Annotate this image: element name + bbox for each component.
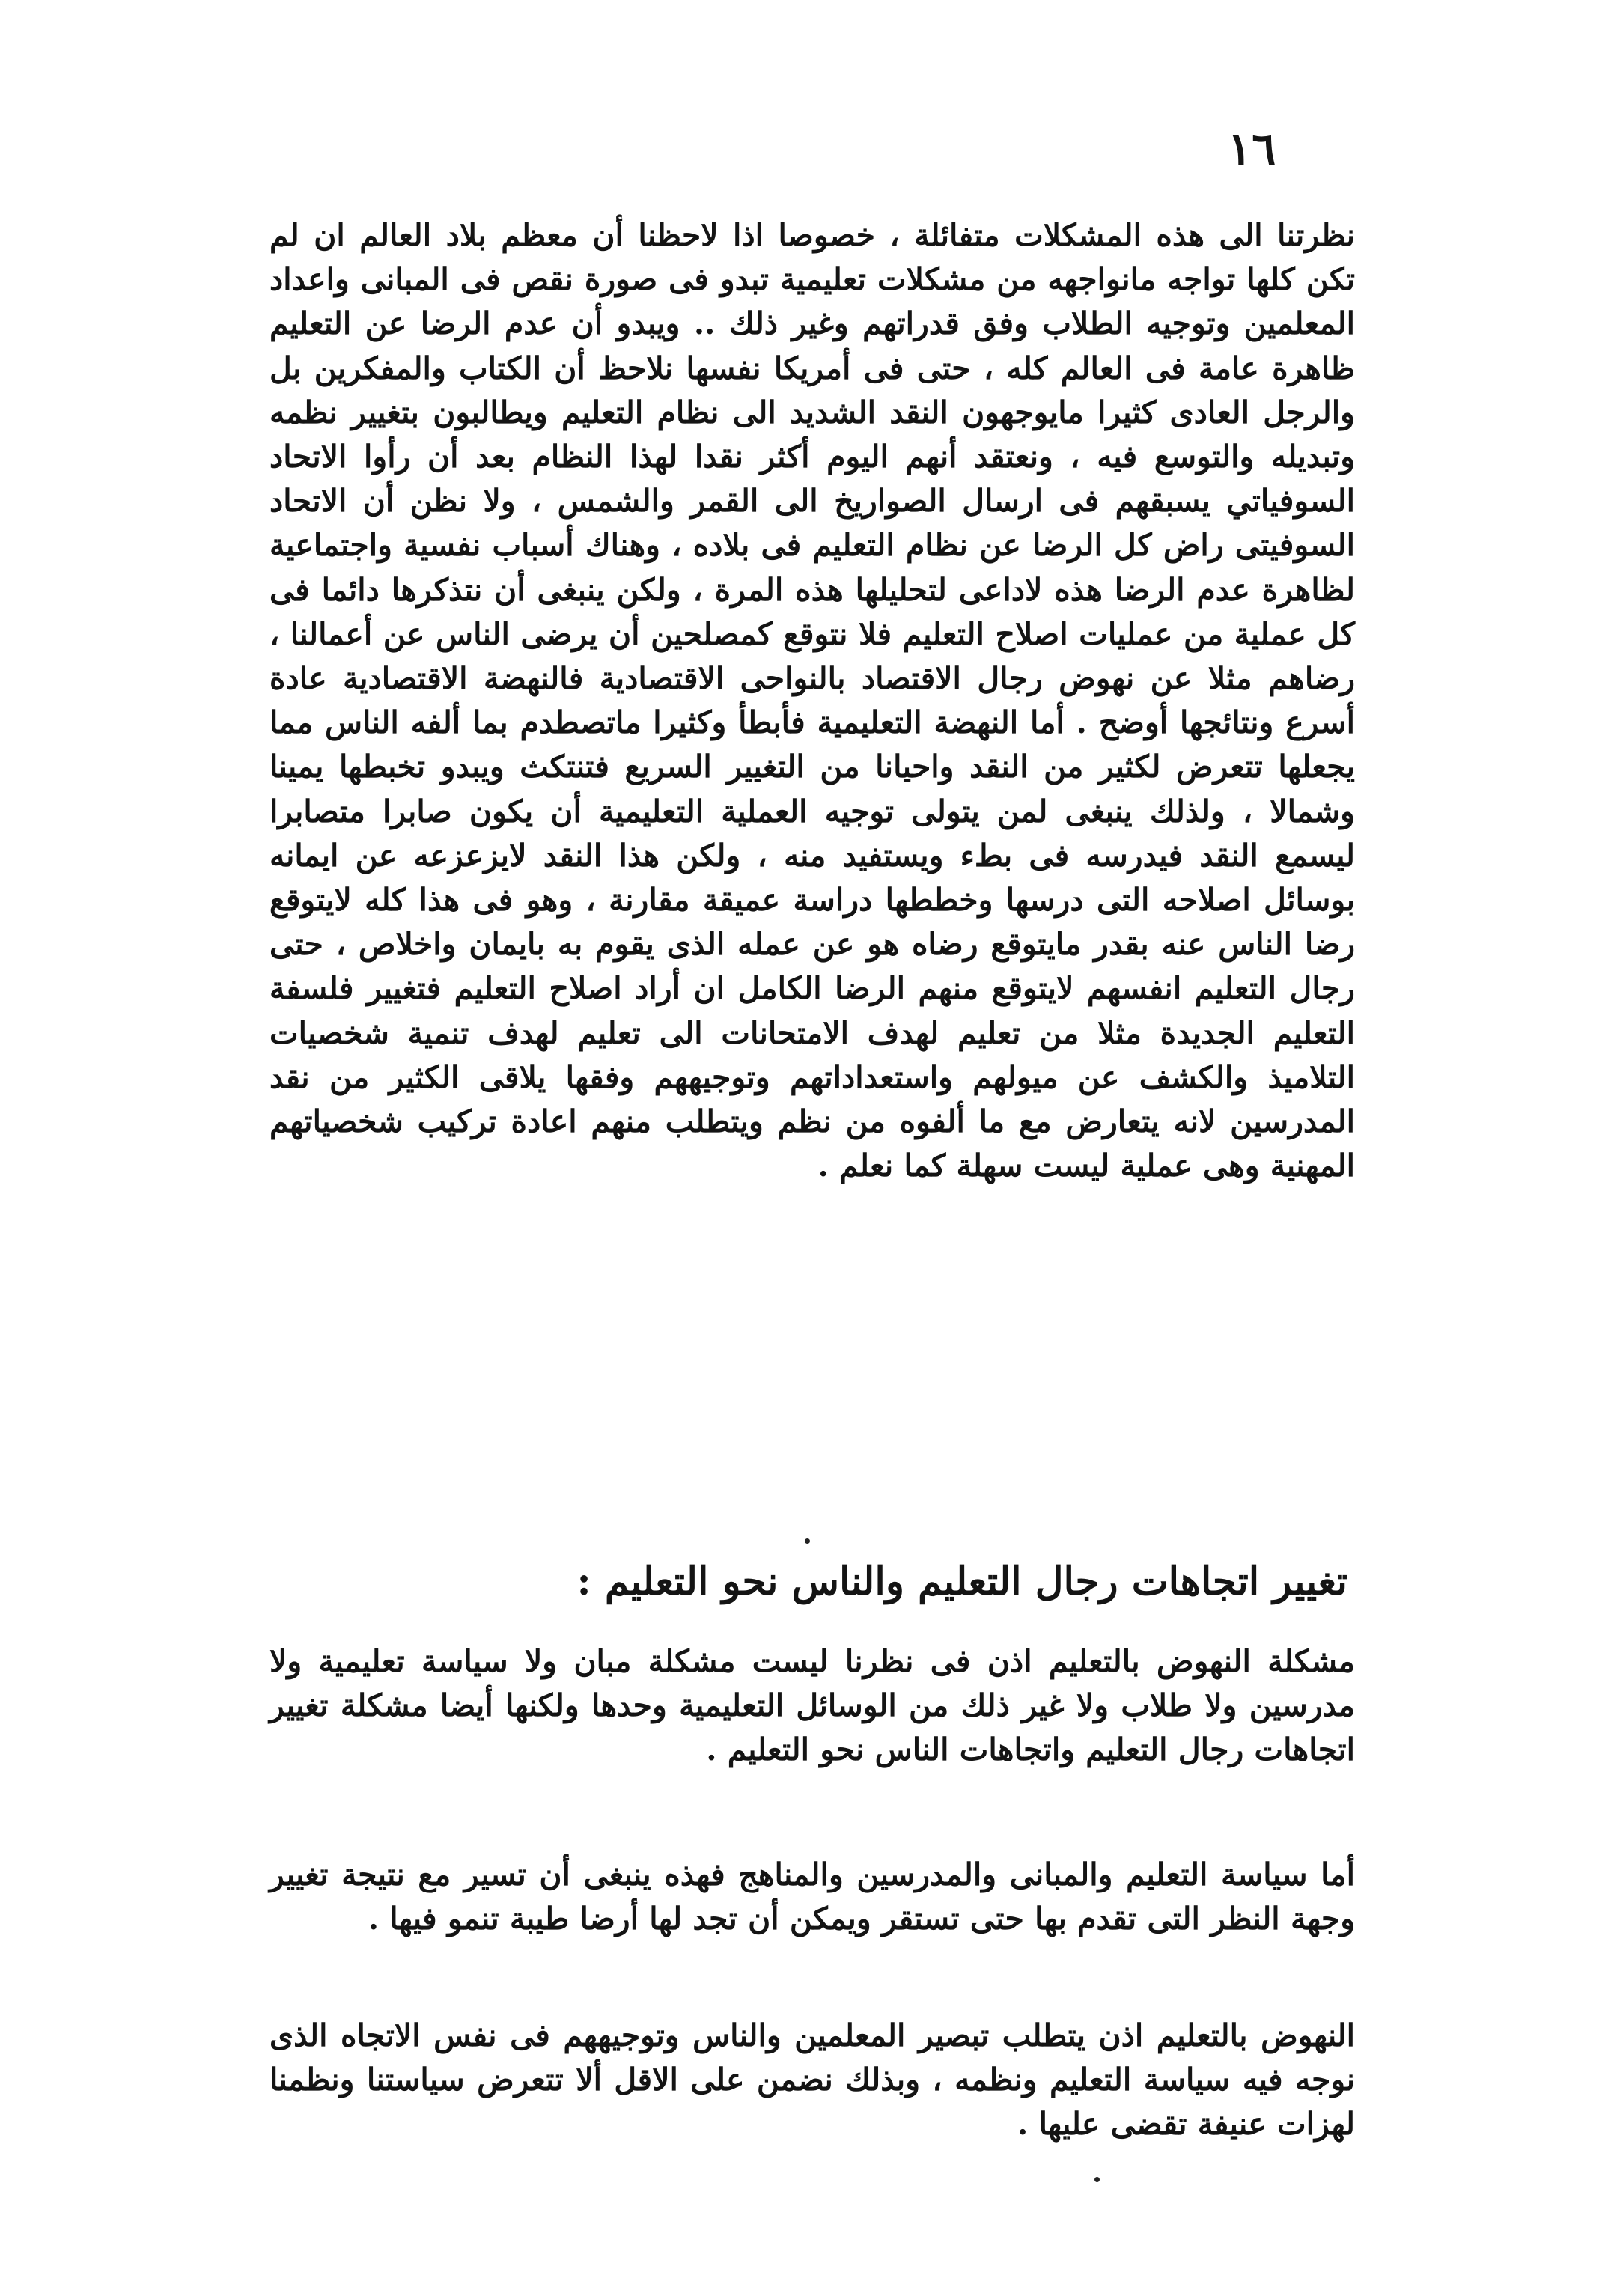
- body-paragraph-2: مشكلة النهوض بالتعليم اذن فى نظرنا ليست مشكلة مبان ولا سياسة تعليمية ولا مدرسين ولا طلاب ولا غير ذلك من الوسائل التعليمية وحدها ولكنها أيضا مشكلة تغيير اتجاهات رجال التعليم واتجاهات الناس نحو التعليم .: [269, 1643, 1355, 1768]
- scan-speck: [805, 1538, 810, 1544]
- page-number: ١٦: [1228, 124, 1276, 176]
- body-paragraph-3: أما سياسة التعليم والمبانى والمدرسين والمناهج فهذه ينبغى أن تسير مع نتيجة تغيير وجهة النظر التى تقدم بها حتى تستقر ويمكن أن تجد لها أرضا طيبة تنمو فيها .: [269, 1857, 1355, 1937]
- body-paragraph-1: نظرتنا الى هذه المشكلات متفائلة ، خصوصا اذا لاحظنا أن معظم بلاد العالم ان لم تكن كلها تواجه مانواجهه من مشكلات تعليمية تبدو فى صورة نقص فى المبانى واعداد المعلمين وتوجيه الطلاب وفق قدراتهم وغير ذلك .. ويبدو أن عدم الرضا عن التعليم ظاهرة عامة فى العالم كله ، حتى فى أمريكا نفسها نلاحظ أن الكتاب والمفكرين بل والرجل العادى كثيرا مايوجهون النقد الشديد الى نظام التعليم ويطالبون بتغيير نظمه وتبديله والتوسع فيه ، ونعتقد أنهم اليوم أكثر نقدا لهذا النظام بعد أن رأوا الاتحاد السوفياتي يسبقهم فى ارسال الصواريخ الى القمر والشمس ، ولا نظن أن الاتحاد السوفيتى راض كل الرضا عن نظام التعليم فى بلاده ، وهناك أسباب نفسية واجتماعية لظاهرة عدم الرضا هذه لاداعى لتحليلها هذه المرة ، ولكن ينبغى أن نتذكرها دائما فى كل عملية من عمليات اصلاح التعليم فلا نتوقع كمصلحين أن يرضى الناس عن أعمالنا ، رضاهم مثلا عن نهوض رجال الاقتصاد بالنواحى الاقتصادية فالنهضة الاقتصادية عادة أسرع ونتائجها أوضح . أما النهضة التعليمية فأبطأ وكثيرا ماتصطدم بما ألفه الناس مما يجعلها تتعرض لكثير من النقد واحيانا من التغيير السريع فتنتكث ويبدو تخبطها يمينا وشمالا ، ولذلك ينبغى لمن يتولى توجيه العملية التعليمية أن يكون صابرا متصابرا ليسمع النقد فيدرسه فى بطء ويستفيد منه ، ولكن هذا النقد لايزعزعه عن ايمانه بوسائل اصلاحه التى درسها وخططها دراسة عميقة مقارنة ، وهو فى هذا كله لايتوقع رضا الناس عنه بقدر مايتوقع رضاه هو عن عمله الذى يقوم به بايمان واخلاص ، حتى رجال التعليم انفسهم لايتوقع منهم الرضا الكامل ان أراد اصلاح التعليم فتغيير فلسفة التعليم الجديدة مثلا من تعليم لهدف الامتحانات الى تعليم لهدف تنمية شخصيات التلاميذ والكشف عن ميولهم واستعداداتهم وتوجيههم وفقها يلاقى الكثير من نقد المدرسين لانه يتعارض مع ما ألفوه من نظم ويتطلب منهم اعادة تركيب شخصياتهم المهنية وهى عملية ليست سهلة كما نعلم .: [269, 217, 1356, 1184]
- scan-speck: [1094, 2177, 1100, 2182]
- section-heading: تغيير اتجاهات رجال التعليم والناس نحو التعليم :: [576, 1559, 1347, 1604]
- body-paragraph-4: النهوض بالتعليم اذن يتطلب تبصير المعلمين والناس وتوجيههم فى نفس الاتجاه الذى نوجه فيه سياسة التعليم ونظمه ، وبذلك نضمن على الاقل ألا تتعرض سياستنا ونظمنا لهزات عنيفة تقضى عليها .: [269, 2018, 1355, 2143]
